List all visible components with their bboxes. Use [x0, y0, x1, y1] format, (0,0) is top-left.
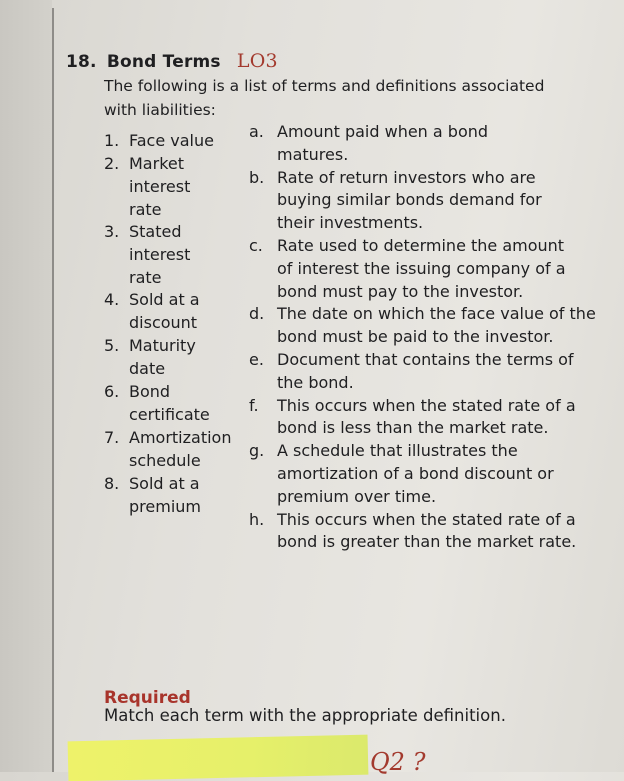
required-heading: Required: [104, 688, 191, 708]
definition-item: [249, 167, 577, 235]
definition-text: A schedule that illustrates the amortization of a bond discount or premium over time.: [277, 441, 554, 506]
definition-item: [249, 440, 612, 508]
page-divider-line: [52, 8, 54, 772]
term-number: 6.: [104, 382, 120, 401]
term-item: [104, 381, 264, 427]
problem-heading: [66, 50, 278, 72]
definition-item: [249, 303, 607, 349]
definition-text: This occurs when the stated rate of a bond is less than the market rate.: [277, 395, 576, 438]
definition-item: [249, 121, 547, 167]
term-number: 7.: [104, 428, 120, 447]
term-item: [104, 335, 264, 381]
term-number: 1.: [104, 131, 120, 150]
term-number: 3.: [104, 222, 120, 241]
term-number: 5.: [104, 336, 120, 355]
definition-text: This occurs when the stated rate of a bond is greater than the market rate.: [277, 509, 577, 552]
definition-item: [249, 509, 612, 555]
term-item: [104, 153, 264, 221]
highlighter-mark: [68, 735, 369, 781]
definition-letter: h.: [249, 509, 265, 529]
definition-letter: a.: [249, 122, 264, 141]
term-item: [104, 289, 264, 335]
definition-text: Rate of return investors who are buying similar bonds demand for their investments.: [277, 167, 542, 233]
term-item: [104, 473, 264, 519]
term-text: Bond certificate: [129, 382, 210, 424]
definition-text: The date on which the face value of the bond must be paid to the investor.: [277, 304, 596, 347]
term-text: Market interest rate: [129, 154, 191, 219]
terms-list: [104, 130, 264, 519]
definition-letter: g.: [249, 441, 265, 461]
term-item: [104, 221, 264, 289]
definition-letter: e.: [249, 349, 264, 369]
definition-item: [249, 395, 612, 441]
definition-letter: c.: [249, 235, 263, 255]
term-text: Stated interest rate: [129, 222, 191, 287]
required-instruction: Match each term with the appropriate definition.: [104, 706, 506, 725]
definition-letter: b.: [249, 167, 265, 187]
definition-item: [249, 235, 577, 303]
learning-objective: LO3: [236, 50, 278, 72]
definition-letter: f.: [249, 395, 259, 415]
definitions-list: [249, 121, 596, 554]
definition-letter: d.: [249, 304, 265, 324]
term-number: 8.: [104, 474, 120, 493]
term-text: Sold at a premium: [129, 474, 201, 516]
term-text: Sold at a discount: [129, 290, 200, 332]
definition-text: Rate used to determine the amount of interest the issuing company of a bond must pay to the investor.: [277, 235, 566, 301]
term-text: Face value: [129, 131, 214, 150]
term-number: 2.: [104, 154, 120, 173]
definition-item: [249, 349, 577, 395]
term-number: 4.: [104, 290, 120, 309]
problem-title: Bond Terms: [106, 52, 221, 72]
page-margin: [0, 0, 52, 772]
definition-text: Amount paid when a bond matures.: [277, 122, 489, 164]
problem-number: 18.: [66, 52, 97, 72]
term-item: [104, 130, 264, 153]
term-text: Maturity date: [129, 336, 196, 378]
definition-text: Document that contains the terms of the bond.: [277, 349, 574, 392]
term-text: Amortization schedule: [129, 428, 232, 470]
handwritten-note: Q2 ?: [370, 748, 426, 776]
problem-intro: The following is a list of terms and definitions associated with liabilities:: [104, 77, 545, 119]
term-item: [104, 427, 264, 473]
